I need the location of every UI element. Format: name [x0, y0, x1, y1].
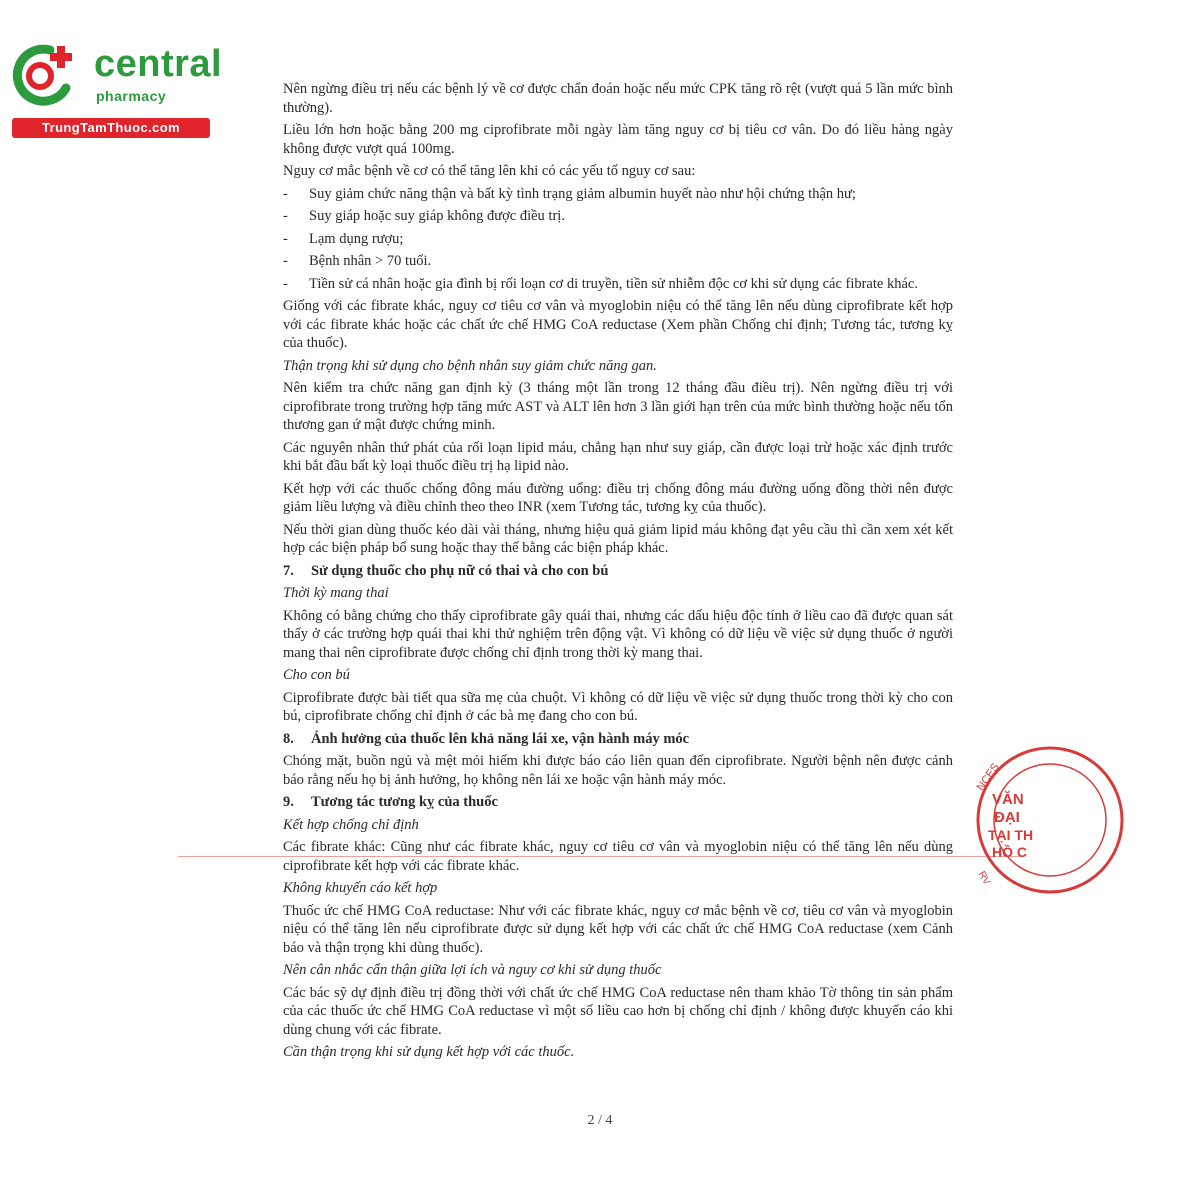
- page-divider-line: [178, 856, 1023, 857]
- central-pharmacy-logo[interactable]: [10, 38, 223, 138]
- section-heading-7: [283, 562, 953, 581]
- paragraph: Các nguyên nhân thứ phát của rối loạn lipid máu, chẳng hạn như suy giáp, cần được loại trừ hoặc xác định trước khi bắt đầu bất kỳ loại thuốc điều trị hạ lipid nào.: [283, 439, 953, 474]
- section-number: 8.: [283, 730, 294, 747]
- section-title: Sử dụng thuốc cho phụ nữ có thai và cho con bú: [311, 562, 609, 579]
- subheading: Kết hợp chống chỉ định: [283, 816, 419, 833]
- central-pharmacy-logo-icon: [10, 38, 80, 108]
- logo-name: central: [94, 43, 223, 85]
- paragraph: Ciprofibrate được bài tiết qua sữa mẹ của chuột. Vì không có dữ liệu về việc sử dụng thuốc trong thời kỳ cho con bú, ciprofibrate chống chỉ định ở các bà mẹ đang cho con bú.: [283, 689, 953, 724]
- paragraph: Chóng mặt, buồn ngủ và mệt mỏi hiếm khi được báo cáo liên quan đến ciprofibrate. Người bệnh nên được cảnh báo rằng nếu họ bị ảnh hưởng, họ không nên lái xe hoặc vận hành máy móc.: [283, 753, 953, 788]
- section-title: Ảnh hưởng của thuốc lên khả năng lái xe, vận hành máy móc: [311, 730, 690, 747]
- official-stamp: [972, 742, 1034, 896]
- risk-list-item: - Bệnh nhân > 70 tuổi.: [283, 252, 953, 271]
- stamp-arc-text: NCES: [974, 761, 1002, 794]
- section-heading-8: [283, 730, 953, 749]
- paragraph: Nếu thời gian dùng thuốc kéo dài vài tháng, nhưng hiệu quả giảm lipid máu không đạt yêu cầu thì cần xem xét kết hợp các biện pháp bổ sung hoặc thay thế bằng các biện pháp khác.: [283, 521, 953, 556]
- paragraph: Giống với các fibrate khác, nguy cơ tiêu cơ vân và myoglobin niệu có thể tăng lên nếu dùng ciprofibrate kết hợp với các fibrate khác hoặc các chất ức chế HMG CoA reductase (Xem phần Chống chỉ định; Tương tác, tương kỵ của thuốc).: [283, 298, 953, 351]
- subheading: Nên cân nhắc cẩn thận giữa lợi ích và nguy cơ khi sử dụng thuốc: [283, 962, 662, 978]
- subheading: Thận trọng khi sử dụng cho bệnh nhân suy giảm chức năng gan.: [283, 357, 657, 374]
- subheading: Cần thận trọng khi sử dụng kết hợp với các thuốc.: [283, 1044, 575, 1060]
- stamp-line-4: HỒ C: [992, 844, 1027, 860]
- section-number: 7.: [283, 562, 294, 579]
- section-number: 9.: [283, 794, 294, 810]
- section-heading-9: [283, 793, 953, 812]
- paragraph: Thuốc ức chế HMG CoA reductase: Như với các fibrate khác, nguy cơ mắc bệnh về cơ, tiêu cơ vân và myoglobin niệu có thể tăng lên nếu ciprofibrate được sử dụng kết hợp với các chất ức chế HMG CoA reductase (xem Cảnh báo và thận trọng khi dùng thuốc).: [283, 902, 953, 956]
- subheading: Không khuyến cáo kết hợp: [283, 880, 438, 896]
- paragraph: Nên ngừng điều trị nếu các bệnh lý về cơ được chẩn đoán hoặc nếu mức CPK tăng rõ rệt (vượt quá 5 lần mức bình thường).: [283, 81, 953, 116]
- stamp-bottom-text: RV: [975, 869, 993, 887]
- paragraph: Liều lớn hơn hoặc bằng 200 mg ciprofibrate mỗi ngày làm tăng nguy cơ bị tiêu cơ vân. Do đó liều hàng ngày không được vượt quá 100mg.: [283, 122, 953, 157]
- logo-subtitle: pharmacy: [96, 88, 167, 104]
- stamp-line-2: ĐẠI: [994, 809, 1020, 826]
- page-number: 2 / 4: [587, 1113, 613, 1128]
- logo-url[interactable]: TrungTamThuoc.com: [12, 118, 210, 138]
- paragraph: Nguy cơ mắc bệnh về cơ có thể tăng lên khi có các yếu tố nguy cơ sau:: [283, 163, 696, 179]
- risk-list-item: - Lạm dụng rượu;: [283, 230, 953, 249]
- risk-list-item: - Suy giảm chức năng thận và bất kỳ tình trạng giảm albumin huyết nào như hội chứng thận hư;: [283, 185, 953, 204]
- document-body: [283, 80, 953, 1066]
- risk-list-item: - Tiền sử cá nhân hoặc gia đình bị rối loạn cơ di truyền, tiền sử nhiễm độc cơ khi sử dụng các fibrate khác.: [283, 275, 953, 294]
- paragraph: Các bác sỹ dự định điều trị đồng thời với chất ức chế HMG CoA reductase nên tham khảo Tờ thông tin sản phẩm của các thuốc ức chế HMG CoA reductase vì một số liều cao hơn bị chống chỉ định / không được khuyến cáo khi dùng chung với các fibrate.: [283, 984, 953, 1038]
- paragraph: Nên kiểm tra chức năng gan định kỳ (3 tháng một lần trong 12 tháng đầu điều trị). Nên ngừng điều trị với ciprofibrate trong trường hợp tăng mức AST và ALT lên hơn 3 lần giới hạn trên của mức bình thường hoặc nếu tổn thương gan ứ mật được chứng minh.: [283, 380, 953, 433]
- paragraph: Các fibrate khác: Cũng như các fibrate khác, nguy cơ tiêu cơ vân và myoglobin niệu có thể tăng lên nếu dùng ciprofibrate kết hợp với các fibrate khác.: [283, 839, 953, 874]
- subheading: Cho con bú: [283, 667, 350, 683]
- stamp-line-3: TẠI TH: [988, 827, 1034, 843]
- paragraph: Kết hợp với các thuốc chống đông máu đường uống: điều trị chống đông máu đường uống đồng thời nên được giảm liều lượng và điều chỉnh theo theo INR (xem Tương tác, tương kỵ của thuốc).: [283, 480, 953, 515]
- subheading: Thời kỳ mang thai: [283, 585, 389, 601]
- stamp-line-1: VĂN: [992, 791, 1024, 808]
- paragraph: Không có bằng chứng cho thấy ciprofibrate gây quái thai, nhưng các dấu hiệu độc tính ở liều cao đã được quan sát thấy ở các trường hợp quái thai khi thử nghiệm trên động vật. Vì không có dữ liệu về việc sử dụng thuốc ở người mang thai nên ciprofibrate được chống chỉ định trong thời kỳ mang thai.: [283, 607, 953, 661]
- section-title: Tương tác tương kỵ của thuốc: [311, 794, 498, 810]
- risk-list-item: - Suy giáp hoặc suy giáp không được điều trị.: [283, 207, 953, 226]
